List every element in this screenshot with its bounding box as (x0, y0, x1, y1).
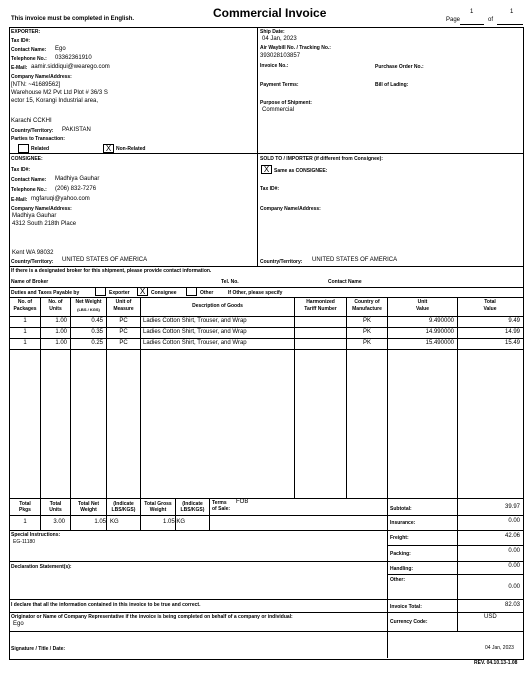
header-units-line: No. of (48, 299, 63, 305)
total-pkgs-label-line: Total (19, 501, 31, 507)
duties-other-specify: If Other, please specify (228, 290, 283, 296)
page-number-line (460, 24, 484, 25)
english-notice: This invoice must be completed in English. (11, 16, 135, 22)
special-instructions-value: EG-11180 (13, 539, 36, 545)
indicate-net-label-line: (Indicate (113, 501, 134, 507)
header-total-value (458, 299, 522, 313)
row-units: 1.00 (55, 318, 67, 324)
row-packages: 1 (23, 318, 27, 324)
certify-bottom-line (9, 612, 523, 613)
revision-label: REV. 04.10.13-1.08 (474, 660, 518, 666)
waybill-label: Air Waybill No. / Tracking No.: (260, 45, 331, 51)
invoice-total-value: 82.03 (504, 602, 520, 608)
row-total-value: 9.49 (508, 318, 520, 324)
row-units: 1.00 (55, 329, 67, 335)
exporter-tax-id-label: Tax ID#: (11, 38, 31, 44)
exporter-telephone: 03362361910 (55, 55, 92, 61)
indicate-gross-label-line: LBS/KGS) (180, 507, 205, 513)
total-gross-label (141, 501, 175, 513)
originator-label: Originator or Name of Company Representative if the invoice is being completed on behalf of a company or individual: (11, 614, 293, 620)
exporter-address-line: Karachi CCKHI (11, 118, 52, 124)
sum-line-3 (387, 561, 523, 562)
duties-other-label: Other (200, 290, 214, 296)
indicate-gross-label-line: (Indicate (182, 501, 203, 507)
row-unit-value: 14.990000 (425, 329, 454, 335)
goods-header-top-line (9, 297, 523, 298)
subtotal-label: Subtotal: (390, 506, 412, 512)
handling-label: Handling: (390, 566, 414, 572)
total-pkgs-label (10, 501, 40, 513)
page-label: Page (446, 17, 461, 23)
declaration-label: Declaration Statement(s): (11, 564, 72, 570)
total-net-unit: KG (110, 519, 119, 525)
page-total-line (497, 24, 523, 25)
row-packages: 1 (23, 329, 27, 335)
row-divider (9, 327, 523, 328)
consignee-section-label: CONSIGNEE: (11, 156, 43, 162)
terms-of-sale-label-line: of Sale: (212, 506, 231, 512)
insurance-line (387, 530, 523, 531)
col-divider-4 (140, 297, 141, 530)
terms-of-sale-value: FOB (236, 499, 249, 505)
row-packages: 1 (23, 340, 27, 346)
consignee-telephone-label: Telephone No.: (11, 187, 47, 193)
row-country: PK (362, 329, 371, 335)
row-description: Ladies Cotton Shirt, Trouser, and Wrap (143, 340, 247, 346)
header-total-value-line: Value (483, 306, 497, 312)
special-instructions-label: Special Instructions: (11, 532, 61, 538)
indicate-net-label-line: LBS/KGS) (111, 507, 136, 513)
row-unit-measure: PC (119, 318, 128, 324)
exporter-country-label: Country/Territory: (11, 128, 54, 134)
row-unit-value: 15.490000 (425, 340, 454, 346)
broker-name-label: Name of Broker (11, 279, 49, 285)
total-gross-label-line: Weight (149, 507, 167, 513)
broker-mid-line (9, 287, 523, 288)
ship-date: 04 Jan, 2023 (262, 36, 297, 42)
exporter-address-line: [NTN: ~41689562] (11, 82, 61, 88)
total-net-weight: 1.05 (94, 519, 106, 525)
sum-line-1 (387, 515, 523, 516)
terms-of-sale-label (212, 500, 230, 512)
header-unit-value (388, 299, 457, 313)
row-country: PK (362, 340, 371, 346)
exporter-email-label: E-Mail: (11, 65, 28, 71)
row-divider (9, 349, 523, 350)
page-of-label: of (488, 17, 494, 23)
header-unit-value-line: Unit (417, 299, 428, 305)
originator-bottom-line (9, 631, 523, 632)
duties-consignee-checkbox[interactable]: X (137, 287, 148, 296)
duties-other-checkbox[interactable] (186, 287, 197, 296)
currency-code-value: USD (484, 614, 497, 620)
total-units: 3.00 (53, 519, 65, 525)
other-value: 0.00 (508, 584, 520, 590)
header-country-line: Manufacture (352, 306, 382, 312)
header-total-value-line: Total (484, 299, 496, 305)
sold-to-section-label: SOLD TO / IMPORTER (if different from Consignee): (260, 156, 383, 162)
consignee-address-line: Madhiya Gauhar (12, 213, 57, 219)
total-net-label (71, 501, 106, 513)
header-tariff-line: Tariff Number (304, 306, 337, 312)
sold-to-company-label: Company Name/Address: (260, 206, 321, 212)
non-related-checkbox[interactable]: X (103, 144, 114, 153)
signature-label: Signature / Title / Date: (11, 646, 66, 652)
row-units: 1.00 (55, 340, 67, 346)
exporter-email: aamir.siddiqui@wearego.com (31, 64, 110, 70)
total-units-label-line: Total (49, 501, 62, 507)
header-units-line: Units (49, 306, 62, 312)
declaration-bottom-line (9, 599, 523, 600)
col-divider-7 (387, 297, 388, 658)
total-net-label-line: Total Net (77, 501, 100, 507)
row-net-weight: 0.25 (91, 340, 103, 346)
goods-header-bottom-line (9, 316, 523, 317)
row-net-weight: 0.35 (91, 329, 103, 335)
header-net-weight (71, 299, 106, 313)
header-tariff-line: Harmonized (306, 299, 335, 305)
total-gross-weight: 1.05 KG (163, 519, 186, 525)
exporter-contact-label: Contact Name: (11, 47, 47, 53)
exporter-section-label: EXPORTER: (11, 29, 41, 35)
insurance-value: 0.00 (508, 518, 520, 524)
invoice-number-label: Invoice No.: (260, 63, 289, 69)
duties-exporter-checkbox[interactable] (95, 287, 106, 296)
purchase-order-label: Purchase Order No.: (375, 64, 424, 70)
header-packages-line: Packages (13, 306, 37, 312)
certification-statement: I declare that all the information contained in this invoice to be true and correct. (11, 602, 201, 608)
consignee-country-label: Country/Territory: (11, 259, 54, 265)
sold-to-country: UNITED STATES OF AMERICA (312, 257, 398, 263)
exporter-contact-name: Ego (55, 46, 66, 52)
consignee-tax-id-label: Tax ID#: (11, 167, 31, 173)
same-as-consignee-label: Same as CONSIGNEE: (274, 168, 328, 174)
duties-exporter-label: Exporter (109, 290, 130, 296)
row-description: Ladies Cotton Shirt, Trouser, and Wrap (143, 329, 247, 335)
header-country (347, 299, 387, 313)
row-unit-measure: PC (119, 340, 128, 346)
other-label: Other: (390, 577, 405, 583)
consignee-country: UNITED STATES OF AMERICA (62, 257, 148, 263)
sold-to-tax-id-label: Tax ID#: (260, 186, 280, 192)
consignee-contact-name: Madhiya Gauhar (55, 176, 100, 182)
consignee-email-label: E-Mail: (11, 197, 28, 203)
row-net-weight: 0.45 (91, 318, 103, 324)
sum-value-divider (457, 498, 458, 631)
bill-of-lading-label: Bill of Lading: (375, 82, 409, 88)
payment-terms-label: Payment Terms: (260, 82, 299, 88)
consignee-bottom-line (9, 266, 523, 267)
originator-value: Ego (13, 621, 24, 627)
ship-date-label: Ship Date: (260, 29, 285, 35)
related-label: Related (31, 146, 50, 152)
totals-mid-line (9, 515, 387, 516)
sum-line-2 (387, 545, 523, 546)
currency-code-label: Currency Code: (390, 619, 428, 625)
purpose-value: Commercial (262, 107, 295, 113)
packing-value: 0.00 (508, 548, 520, 554)
broker-contact-label: Contact Name (328, 279, 362, 285)
header-packages-line: No. of (17, 299, 33, 305)
consignee-contact-label: Contact Name: (11, 177, 47, 183)
related-checkbox[interactable] (18, 144, 29, 153)
total-units-label (41, 501, 70, 513)
same-as-consignee-checkbox[interactable]: X (261, 165, 272, 174)
header-unit-measure (107, 299, 140, 313)
row-description: Ladies Cotton Shirt, Trouser, and Wrap (143, 318, 247, 324)
terms-of-sale-label-line: Terms (212, 500, 227, 506)
row-total-value: 14.99 (504, 329, 520, 335)
freight-label: Freight: (390, 535, 409, 541)
row-unit-value: 9.490000 (428, 318, 454, 324)
header-net-weight-line: (LBS / KGS) (77, 307, 100, 312)
header-net-weight-line: Net Weight (75, 299, 102, 305)
exporter-company-label: Company Name/Address: (11, 74, 72, 80)
total-units-label-line: Units (49, 507, 62, 513)
header-unit-value-line: Value (415, 306, 430, 312)
consignee-address-line: Kent WA 98032 (12, 250, 54, 256)
document-title: Commercial Invoice (213, 6, 327, 20)
broker-notice: If there is a designated broker for this shipment, please provide contact information. (11, 268, 212, 274)
indicate-net-label (107, 501, 140, 513)
row-divider (9, 338, 523, 339)
indicate-gross-label (176, 501, 209, 513)
header-tariff (295, 299, 346, 313)
insurance-label: Insurance: (390, 520, 416, 526)
exporter-address-line: Warehouse M2 Pvt Ltd Plot # 36/3 S (11, 90, 108, 96)
header-units (41, 299, 70, 313)
row-country: PK (362, 318, 371, 324)
parties-label: Parties to Transaction: (11, 136, 65, 142)
non-related-label: Non-Related (116, 146, 146, 152)
total-net-label-line: Weight (80, 507, 97, 513)
header-packages (10, 299, 40, 313)
consignee-telephone: (206) 832-7276 (55, 186, 97, 192)
page-number: 1 (470, 9, 474, 15)
freight-value: 42.06 (504, 533, 520, 539)
header-unit-measure-line: Unit of (115, 299, 132, 305)
special-bottom-line (9, 561, 387, 562)
total-gross-label-line: Total Gross (144, 501, 172, 507)
broker-tel-label: Tel. No. (221, 279, 239, 285)
waybill-number: 393028103857 (260, 53, 301, 59)
duties-payable-label: Duties and Taxes Payable by (11, 290, 80, 296)
subtotal-value: 39.97 (504, 504, 520, 510)
col-divider-gross-unit (209, 498, 210, 530)
page-total: 1 (510, 9, 514, 15)
sold-to-country-label: Country/Territory: (260, 259, 303, 265)
exporter-address-line: ector 15, Korangi Industrial area, (11, 98, 99, 104)
sum-line-4 (387, 574, 523, 575)
consignee-company-label: Company Name/Address: (11, 206, 72, 212)
totals-top-line (9, 498, 523, 499)
top-center-divider (257, 27, 258, 266)
exporter-bottom-line (9, 153, 523, 154)
signature-date: 04 Jan, 2023 (485, 645, 514, 651)
handling-value: 0.00 (508, 563, 520, 569)
total-pkgs: 1 (23, 519, 27, 525)
header-country-line: Country of (354, 299, 380, 305)
consignee-email: mgfaruqi@yahoo.com (31, 196, 90, 202)
purpose-label: Purpose of Shipment: (260, 100, 312, 106)
packing-label: Packing: (390, 551, 411, 557)
invoice-total-label: Invoice Total: (390, 604, 422, 610)
header-unit-measure-line: Measure (113, 306, 134, 312)
exporter-telephone-label: Telephone No.: (11, 56, 47, 62)
row-unit-measure: PC (119, 329, 128, 335)
duties-consignee-label: Consignee (151, 290, 177, 296)
consignee-address-line: 4312 South 218th Place (12, 221, 77, 227)
row-total-value: 15.49 (504, 340, 520, 346)
total-pkgs-label-line: Pkgs (19, 507, 31, 513)
header-description: Description of Goods (192, 303, 243, 309)
exporter-country: PAKISTAN (62, 127, 91, 133)
